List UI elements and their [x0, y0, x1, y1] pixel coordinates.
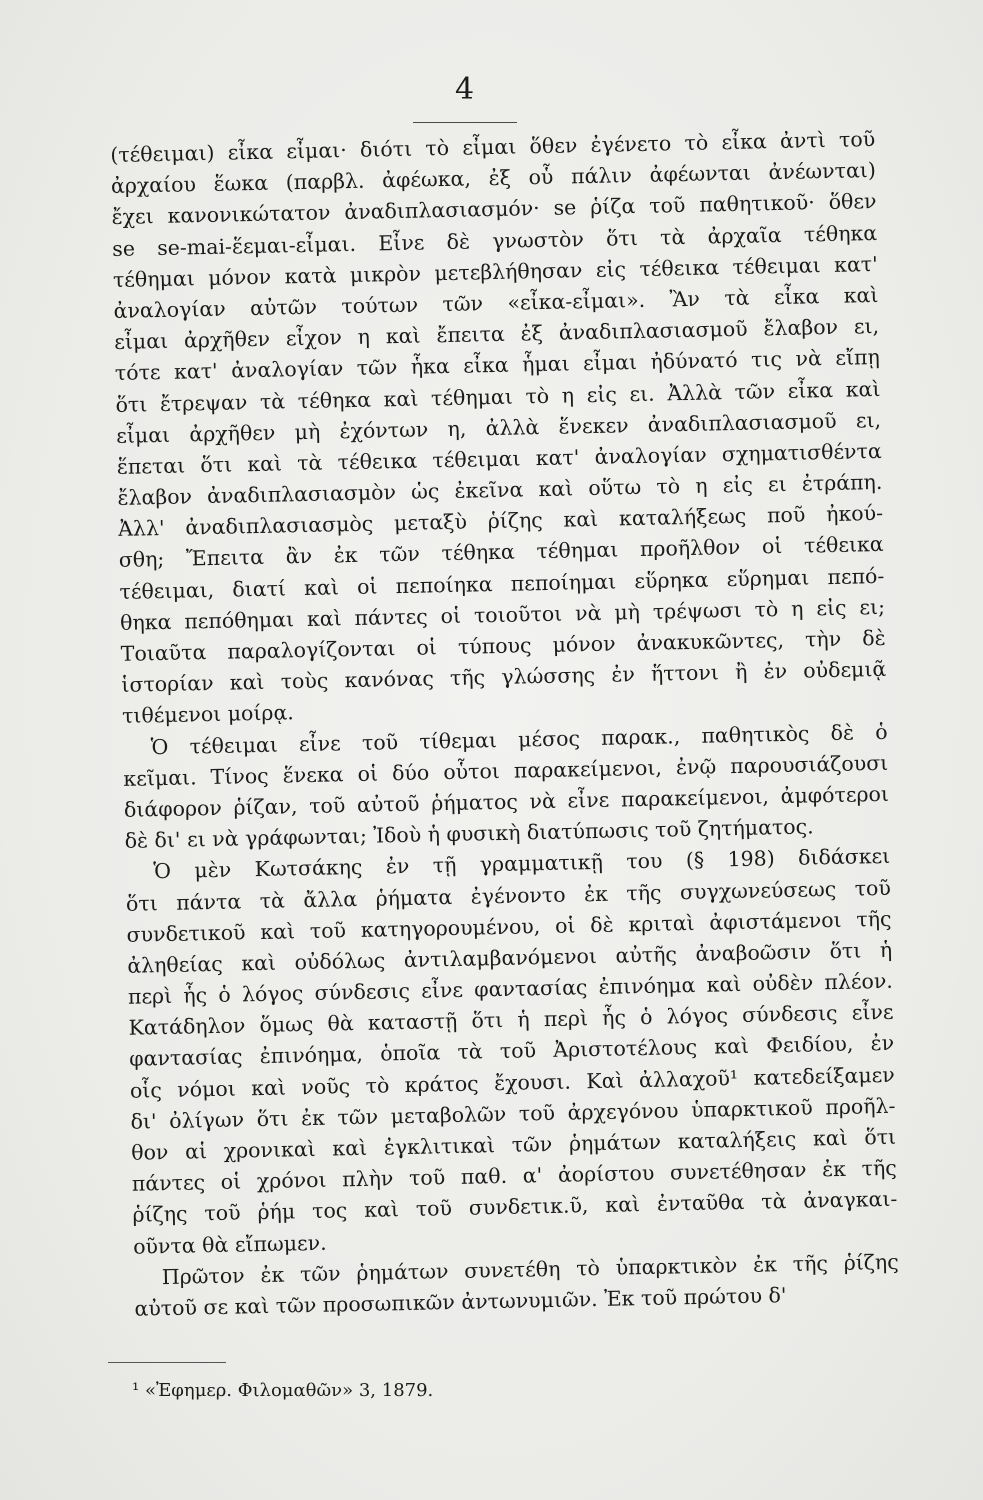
- text-line: θηκα πεπόθημαι καὶ πάντες οἱ τοιοῦτοι νὰ μὴ τρέψωσι τὸ η εἰς ει;: [119, 594, 886, 635]
- text-line: (τέθειμαι) εἶκα εἶμαι· διότι τὸ εἶμαι ὅθεν ἐγένετο τὸ εἶκα ἀντὶ τοῦ: [110, 126, 876, 167]
- footnote-rule: [108, 1362, 226, 1363]
- text-line: κεῖμαι. Τίνος ἕνεκα οἱ δύο οὗτοι παρακείμενοι, ἐνῷ παρουσιάζουσι: [123, 750, 889, 791]
- text-line: φαντασίας ἐπινόημα, ὁποῖα τὰ τοῦ Ἀριστοτέλους καὶ Φειδίου, ἐν: [129, 1031, 895, 1072]
- footnote: ¹ «Ἐφημερ. Φιλομαθῶν» 3, 1879.: [132, 1380, 434, 1401]
- page-number: 4: [454, 72, 476, 107]
- text-line: θον αἱ χρονικαὶ καὶ ἐγκλιτικαὶ τῶν ῥημάτων καταλήξεις καὶ ὅτι: [130, 1124, 897, 1165]
- text-line: συνδετικοῦ καὶ τοῦ κατηγορουμένου, οἱ δὲ κριταὶ ἀφιστάμενοι τῆς: [126, 906, 892, 947]
- text-line: οῦντα θὰ εἴπωμεν.: [132, 1230, 327, 1259]
- text-line: ἀρχαίου ἕωκα (παρβλ. ἀφέωκα, ἐξ οὗ πάλιν ἀφέωνται ἀνέωνται): [110, 158, 877, 199]
- text-line: σθη; Ἔπειτα ἂν ἐκ τῶν τέθηκα τέθημαι προῆλθον οἱ τέθεικα: [118, 532, 884, 573]
- text-line: ῥίζης τοῦ ῥήμ τος καὶ τοῦ συνδετικ.ῦ, καὶ ἐνταῦθα τὰ ἀναγκαι-: [132, 1187, 898, 1228]
- text-line: Ἀλλ' ἀναδιπλασιασμὸς μεταξὺ ῥίζης καὶ καταλήξεως ποῦ ἠκού-: [117, 501, 884, 542]
- text-line: ὅτι πάντα τὰ ἄλλα ῥήματα ἐγένοντο ἐκ τῆς συγχωνεύσεως τοῦ: [125, 875, 892, 916]
- text-line: δι' ὀλίγων ὅτι ἐκ τῶν μεταβολῶν τοῦ ἀρχεγόνου ὑπαρκτικοῦ προῆλ-: [130, 1093, 896, 1134]
- body-text: [110, 124, 900, 1325]
- text-line: Ὁ τέθειμαι εἶνε τοῦ τίθεμαι μέσος παρακ., παθητικὸς δὲ ὁ: [150, 719, 888, 759]
- text-line: τιθέμενοι μοίρᾳ.: [121, 700, 295, 729]
- text-line: ὅτι ἔτρεψαν τὰ τέθηκα καὶ τέθημαι τὸ η εἰς ει. Ἀλλὰ τῶν εἶκα καὶ: [115, 376, 881, 417]
- text-line: Τοιαῦτα παραλογίζονται οἱ τύπους μόνον ἀνακυκῶντες, τὴν δὲ: [120, 625, 886, 666]
- text-line: εἶμαι ἀρχῆθεν μὴ ἐχόντων η, ἀλλὰ ἕνεκεν ἀναδιπλασιασμοῦ ει,: [115, 407, 882, 448]
- text-line: Κατάδηλον ὅμως θὰ καταστῇ ὅτι ἡ περὶ ἧς ὁ λόγος σύνδεσις εἶνε: [128, 1000, 894, 1041]
- text-line: ἱστορίαν καὶ τοὺς κανόνας τῆς γλώσσης ἐν ἥττονι ἢ ἐν οὐδεμιᾷ: [121, 657, 887, 698]
- text-line: Ὁ μὲν Κωτσάκης ἐν τῇ γραμματικῇ του (§ 198) διδάσκει: [153, 844, 891, 884]
- text-line: τέθημαι μόνον κατὰ μικρὸν μετεβλήθησαν εἰς τέθεικα τέθειμαι κατ': [112, 251, 879, 292]
- text-line: περὶ ἧς ὁ λόγος σύνδεσις εἶνε φαντασίας ἐπινόημα καὶ οὐδὲν πλέον.: [127, 968, 894, 1009]
- text-line: τέθειμαι, διατί καὶ οἱ πεποίηκα πεποίημαι εὕρηκα εὕρημαι πεπό-: [119, 563, 885, 604]
- text-line: ἀληθείας καὶ οὐδόλως ἀντιλαμβανόμενοι αὐτῆς ἀναβοῶσιν ὅτι ἡ: [127, 937, 893, 978]
- text-line: τότε κατ' ἀναλογίαν τῶν ἧκα εἶκα ἧμαι εἶμαι ἠδύνατό τις νὰ εἴπῃ: [114, 345, 880, 386]
- text-line: se se-mai-ἕεμαι-εἶμαι. Εἶνε δὲ γνωστὸν ὅτι τὰ ἀρχαῖα τέθηκα: [112, 220, 878, 261]
- text-line: ἔχει κανονικώτατον ἀναδιπλασιασμόν· se ῥίζα τοῦ παθητικοῦ· ὅθεν: [111, 189, 877, 230]
- text-line: δὲ δι' ει νὰ γράφωνται; Ἰδοὺ ἡ φυσικὴ διατύπωσις τοῦ ζητήματος.: [124, 814, 814, 853]
- text-line: εἶμαι ἀρχῆθεν εἶχον η καὶ ἔπειτα ἐξ ἀναδιπλασιασμοῦ ἔλαβον ει,: [113, 314, 880, 355]
- text-line: ἔλαβον ἀναδιπλασιασμὸν ὡς ἐκεῖνα καὶ οὕτω τὸ η εἰς ει ἐτράπη.: [117, 469, 883, 510]
- header-rule: [413, 122, 517, 123]
- text-line: Πρῶτον ἐκ τῶν ῥημάτων συνετέθη τὸ ὑπαρκτικὸν ἐκ τῆς ῥίζης: [161, 1249, 899, 1289]
- text-line: ἕπεται ὅτι καὶ τὰ τέθεικα τέθειμαι κατ' ἀναλογίαν σχηματισθέντα: [116, 438, 882, 479]
- text-line: πάντες οἱ χρόνοι πλὴν τοῦ παθ. α' ἀορίστου συνετέθησαν ἐκ τῆς: [131, 1155, 897, 1196]
- text-line: αὐτοῦ σε καὶ τῶν προσωπικῶν ἀντωνυμιῶν. Ἐκ τοῦ πρώτου δ': [134, 1283, 787, 1321]
- text-line: διάφορον ῥίζαν, τοῦ αὐτοῦ ῥήματος νὰ εἶνε παρακείμενοι, ἀμφότεροι: [123, 781, 890, 822]
- text-line: οἷς νόμοι καὶ νοῦς τὸ κράτος ἔχουσι. Καὶ ἀλλαχοῦ¹ κατεδείξαμεν: [129, 1062, 895, 1103]
- text-line: ἀναλογίαν αὐτῶν τούτων τῶν «εἶκα-εἶμαι». Ἂν τὰ εἶκα καὶ: [113, 282, 879, 323]
